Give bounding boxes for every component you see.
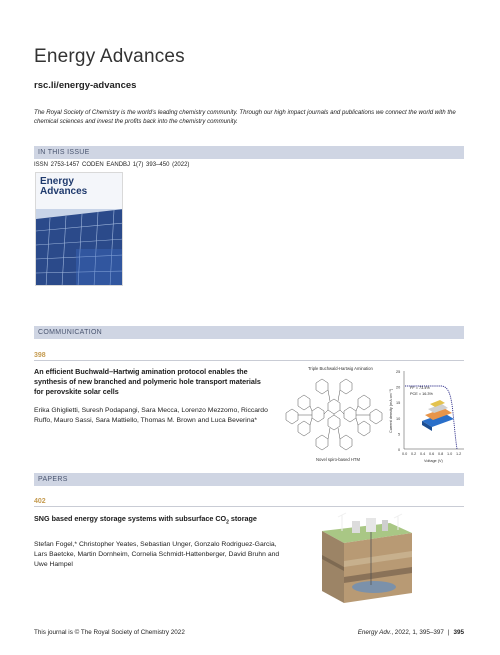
y-tick-label: 25 bbox=[396, 370, 401, 374]
journal-url[interactable]: rsc.li/energy-advances bbox=[34, 80, 137, 91]
pce-label: PCE = 16.3% bbox=[410, 392, 433, 396]
x-tick-label: 1.0 bbox=[447, 452, 453, 456]
divider bbox=[34, 506, 464, 507]
x-tick-label: 0.8 bbox=[438, 452, 444, 456]
divider bbox=[34, 360, 464, 361]
cover-solar-panels-image bbox=[36, 209, 123, 286]
solar-cell-stack-image bbox=[422, 400, 454, 431]
graphic-label-top: Triple Buchwald-Hartwig Amination bbox=[308, 366, 373, 371]
y-tick-label: 0 bbox=[398, 448, 401, 452]
issue-info: ISSN 2753-1457 CODEN EANDBJ 1(7) 393–450 (2022) bbox=[34, 162, 190, 168]
graphical-abstract-communication[interactable] bbox=[272, 363, 472, 466]
issue-cover-image[interactable] bbox=[35, 172, 123, 286]
article-title[interactable]: An efficient Buchwald–Hartwig amination protocol enables the synthesis of new branched and polymeric hole transport materials for perovskite solar cells bbox=[34, 367, 261, 397]
y-axis-label: Current density (mA cm⁻²) bbox=[389, 388, 393, 433]
section-heading-in-this-issue: IN THIS ISSUE bbox=[34, 146, 464, 159]
x-axis-label: Voltage (V) bbox=[424, 459, 443, 463]
ff-label: FF = 73.4% bbox=[410, 386, 430, 390]
footer-copyright: This journal is © The Royal Society of Chemistry 2022 bbox=[34, 629, 185, 636]
molecule-structure-image bbox=[286, 379, 382, 450]
y-tick-label: 15 bbox=[396, 401, 401, 406]
journal-intro: The Royal Society of Chemistry is the world’s leading chemistry community. Through our high impact journals and publications we connect the world with the chemical sciences and invest the profits back into the chemistry community. bbox=[34, 109, 456, 126]
x-tick-label: 0.6 bbox=[429, 452, 435, 456]
y-tick-label: 20 bbox=[396, 385, 401, 390]
journal-title: Energy Advances bbox=[34, 46, 185, 67]
graphical-abstract-papers[interactable] bbox=[312, 511, 422, 611]
section-heading-papers: PAPERS bbox=[34, 473, 464, 486]
x-tick-label: 0.4 bbox=[420, 452, 426, 456]
y-tick-label: 10 bbox=[396, 416, 401, 421]
footer-citation: Energy Adv., 2022, 1, 395–397 | 395 bbox=[357, 629, 464, 636]
article-authors: Erika Ghiglietti, Suresh Podapangi, Sara Mecca, Lorenzo Mezzomo, Riccardo Ruffo, Mauro Sassi, Sara Mattiello, Thomas M. Brown and Luca Beverina* bbox=[34, 407, 268, 424]
y-tick-label: 5 bbox=[398, 432, 401, 437]
graphic-label-bottom: Novel spiro-based HTM bbox=[316, 457, 360, 462]
subsurface-storage-illustration bbox=[322, 513, 412, 603]
footer-page-number: 395 bbox=[453, 629, 464, 636]
cover-title: Energy Advances bbox=[40, 176, 88, 197]
x-tick-label: 1.2 bbox=[456, 452, 462, 456]
jv-curve-plot bbox=[389, 370, 464, 463]
article-page-number[interactable]: 398 bbox=[34, 352, 46, 359]
article-title[interactable]: SNG based energy storage systems with subsurface $CO_2$ storage bbox=[34, 514, 257, 526]
article-authors: Stefan Fogel,* Christopher Yeates, Sebastian Unger, Gonzalo Rodriguez-Garcia, Lars Baetcke, Martin Dornheim, Cornelia Schmidt-Hattenberger, David Bruhn and Uwe Hampel bbox=[34, 541, 280, 568]
article-page-number[interactable]: 402 bbox=[34, 498, 46, 505]
x-tick-label: 0.0 bbox=[402, 452, 408, 456]
x-tick-label: 0.2 bbox=[411, 452, 417, 456]
section-heading-communication: COMMUNICATION bbox=[34, 326, 464, 339]
